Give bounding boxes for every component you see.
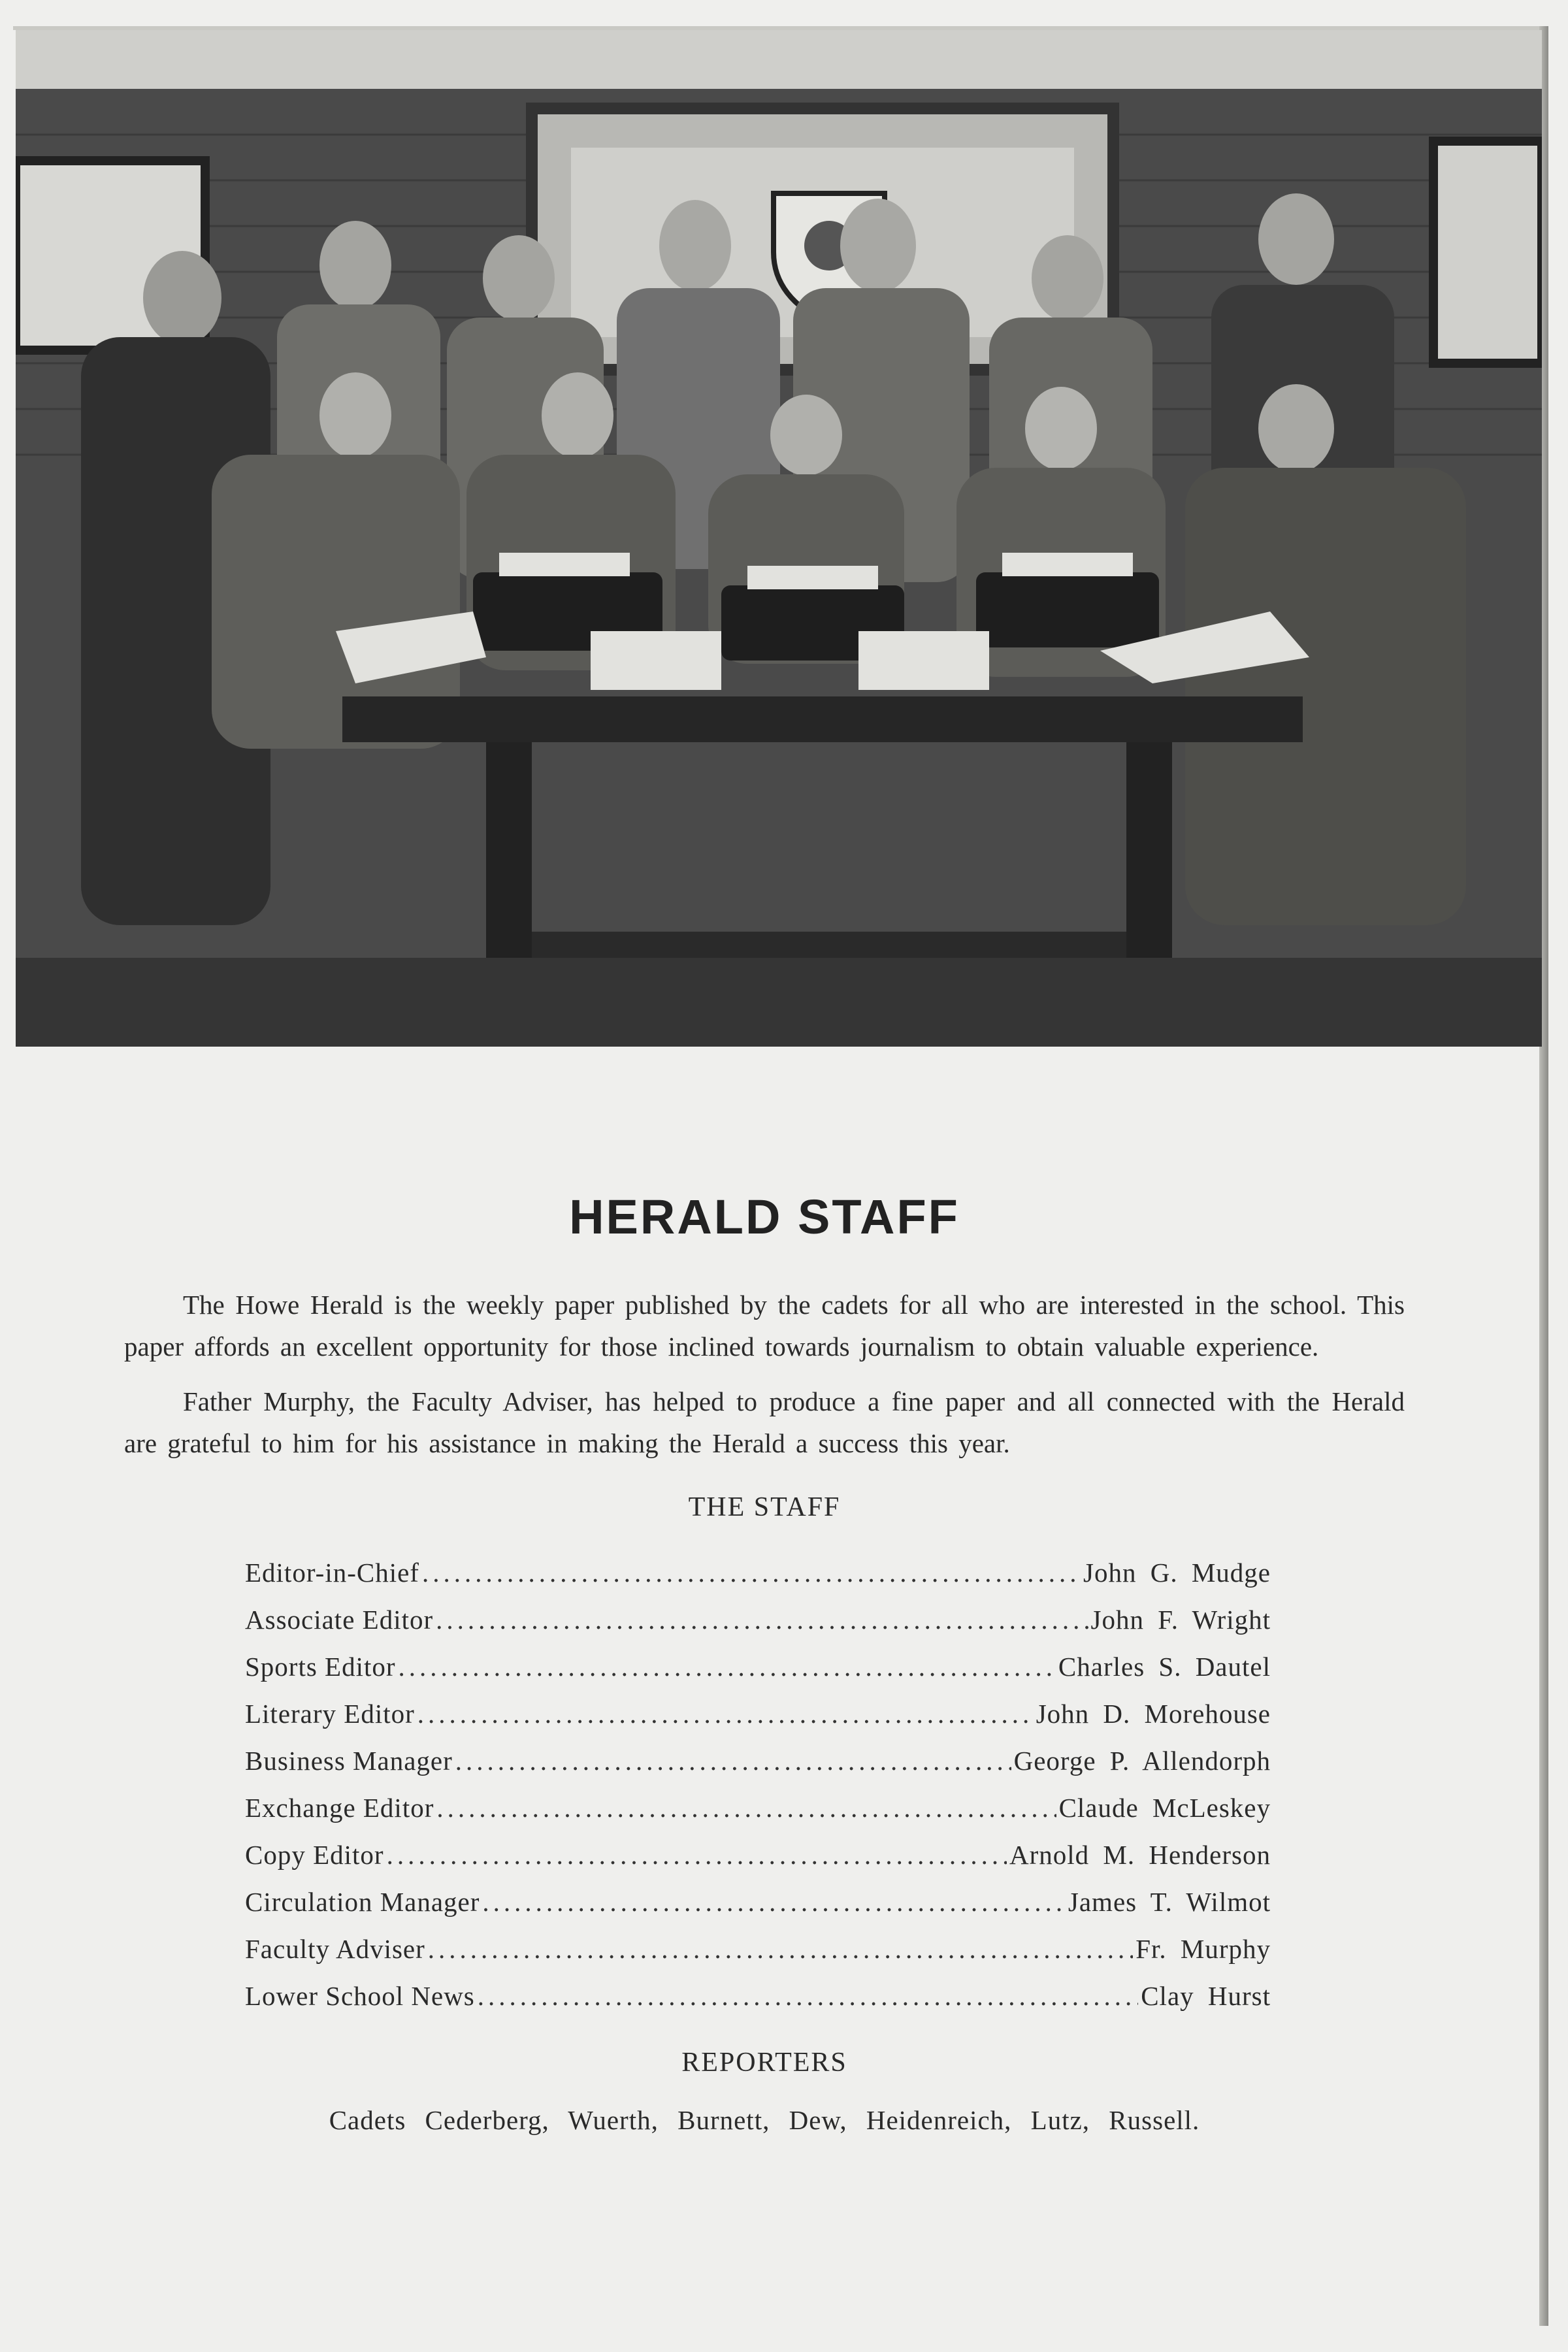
staff-name: John G. Mudge [1083,1558,1271,1588]
dot-leader [399,1643,1056,1690]
staff-row [245,1690,1271,1737]
staff-row [245,1831,1271,1878]
staff-row [245,1784,1271,1831]
staff-row [245,1549,1271,1596]
article [124,1189,1405,2136]
staff-row [245,1643,1271,1690]
staff-row [245,1878,1271,1925]
adviser-paragraph: Father Murphy, the Faculty Adviser, has helped to produce a fine paper and all connected with the Herald are grateful to him for his assistance in making the Herald a success this year. [124,1386,1405,1458]
staff-name: Fr. Murphy [1135,1934,1271,1964]
staff-group-photo [16,30,1542,1047]
staff-row [245,1596,1271,1643]
staff-role: Editor-in-Chief [245,1558,419,1588]
staff-name: James T. Wilmot [1068,1887,1271,1917]
dot-leader [417,1690,1034,1737]
reporters-heading: REPORTERS [681,2048,847,2078]
dot-leader [478,1972,1138,2019]
staff-name: Clay Hurst [1141,1981,1271,2011]
staff-row [245,1972,1271,2019]
reporters-list: Cadets Cederberg, Wuerth, Burnett, Dew, Heidenreich, Lutz, Russell. [329,2105,1200,2135]
staff-role: Copy Editor [245,1840,384,1870]
staff-row [245,1737,1271,1784]
staff-role: Business Manager [245,1746,453,1776]
staff-role: Associate Editor [245,1605,434,1635]
staff-role: Circulation Manager [245,1887,480,1917]
dot-leader [436,1596,1088,1643]
staff-row [245,1925,1271,1972]
intro-paragraph: The Howe Herald is the weekly paper published by the cadets for all who are interested in the school. This paper affords an excellent opportunity for those inclined towards journalism to obtain valuable experience. [124,1290,1405,1362]
dot-leader [387,1831,1007,1878]
dot-leader [428,1925,1133,1972]
staff-name: John D. Morehouse [1036,1699,1271,1729]
staff-role: Faculty Adviser [245,1934,425,1964]
dot-leader [482,1878,1065,1925]
page-title: HERALD STAFF [569,1190,960,1244]
staff-role: Sports Editor [245,1652,396,1682]
staff-name: Arnold M. Henderson [1009,1840,1271,1870]
staff-list [124,1549,1271,2019]
staff-heading: THE STAFF [688,1492,841,1522]
staff-role: Literary Editor [245,1699,415,1729]
staff-role: Lower School News [245,1981,475,2011]
dot-leader [436,1784,1056,1831]
staff-name: Charles S. Dautel [1058,1652,1271,1682]
staff-name: George P. Allendorph [1013,1746,1271,1776]
dot-leader [455,1737,1011,1784]
dot-leader [422,1549,1081,1596]
staff-name: Claude McLeskey [1058,1793,1271,1823]
staff-role: Exchange Editor [245,1793,434,1823]
staff-name: John F. Wright [1090,1605,1271,1635]
